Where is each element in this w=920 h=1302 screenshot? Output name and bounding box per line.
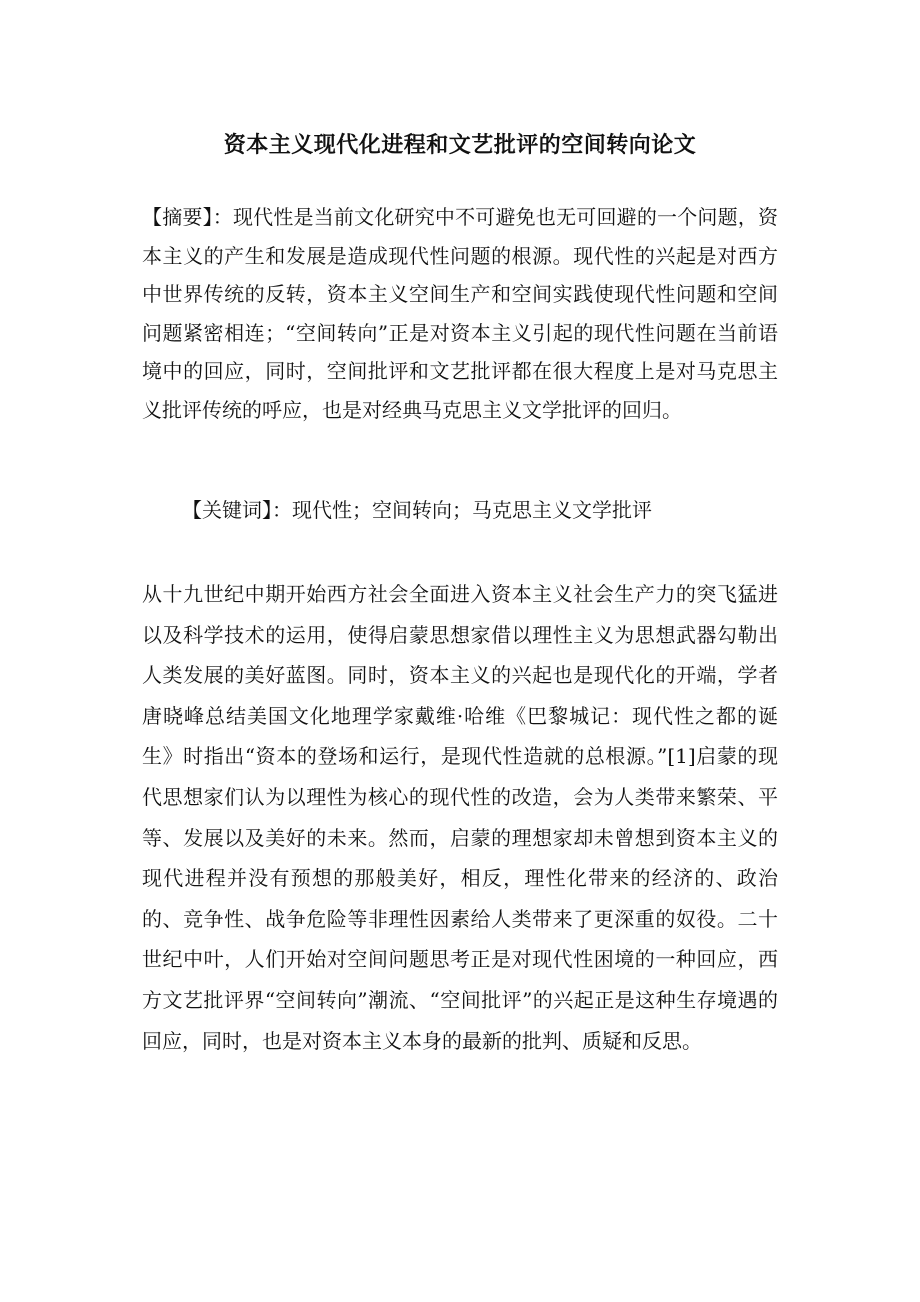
document-title: 资本主义现代化进程和文艺批评的空间转向论文 — [223, 131, 697, 158]
keywords-label: 【关键词】： — [182, 498, 292, 522]
abstract-label: 【摘要】： — [142, 205, 233, 229]
keywords-text: 现代性；空间转向；马克思主义文学批评 — [292, 498, 652, 522]
body-paragraph: 从十九世纪中期开始西方社会全面进入资本主义社会生产力的突飞猛进以及科学技术的运用，使得启蒙思想家借以理性主义为思想武器勾勒出人类发展的美好蓝图。同时，资本主义的兴起也是现代化的开端，学者唐晓峰总结美国文化地理学家戴维·哈维《巴黎城记：现代性之都的诞生》时指出“资本的登场和运行，是现代性造就的总根源。”[1]启蒙的现代思想家们认为以理性为核心的现代性的改造，会为人类带来繁荣、平等、发展以及美好的未来。然而，启蒙的理想家却未曾想到资本主义的现代进程并没有预想的那般美好，相反，理性化带来的经济的、政治的、竞争性、战争危险等非理性因素给人类带来了更深重的奴役。二十世纪中叶，人们开始对空间问题思考正是对现代性困境的一种回应，西方文艺批评界“空间转向”潮流、“空间批评”的兴起正是这种生存境遇的回应，同时，也是对资本主义本身的最新的批判、质疑和反思。 — [142, 582, 778, 1053]
abstract-paragraph — [142, 198, 778, 430]
abstract-text: 现代性是当前文化研究中不可避免也无可回避的一个问题，资本主义的产生和发展是造成现代性问题的根源。现代性的兴起是对西方中世界传统的反转，资本主义空间生产和空间实践使现代性问题和空间问题紧密相连；“空间转向”正是对资本主义引起的现代性问题在当前语境中的回应，同时，空间批评和文艺批评都在很大程度上是对马克思主义批评传统的呼应，也是对经典马克思主义文学批评的回归。 — [142, 205, 779, 422]
keywords-paragraph — [142, 491, 778, 529]
